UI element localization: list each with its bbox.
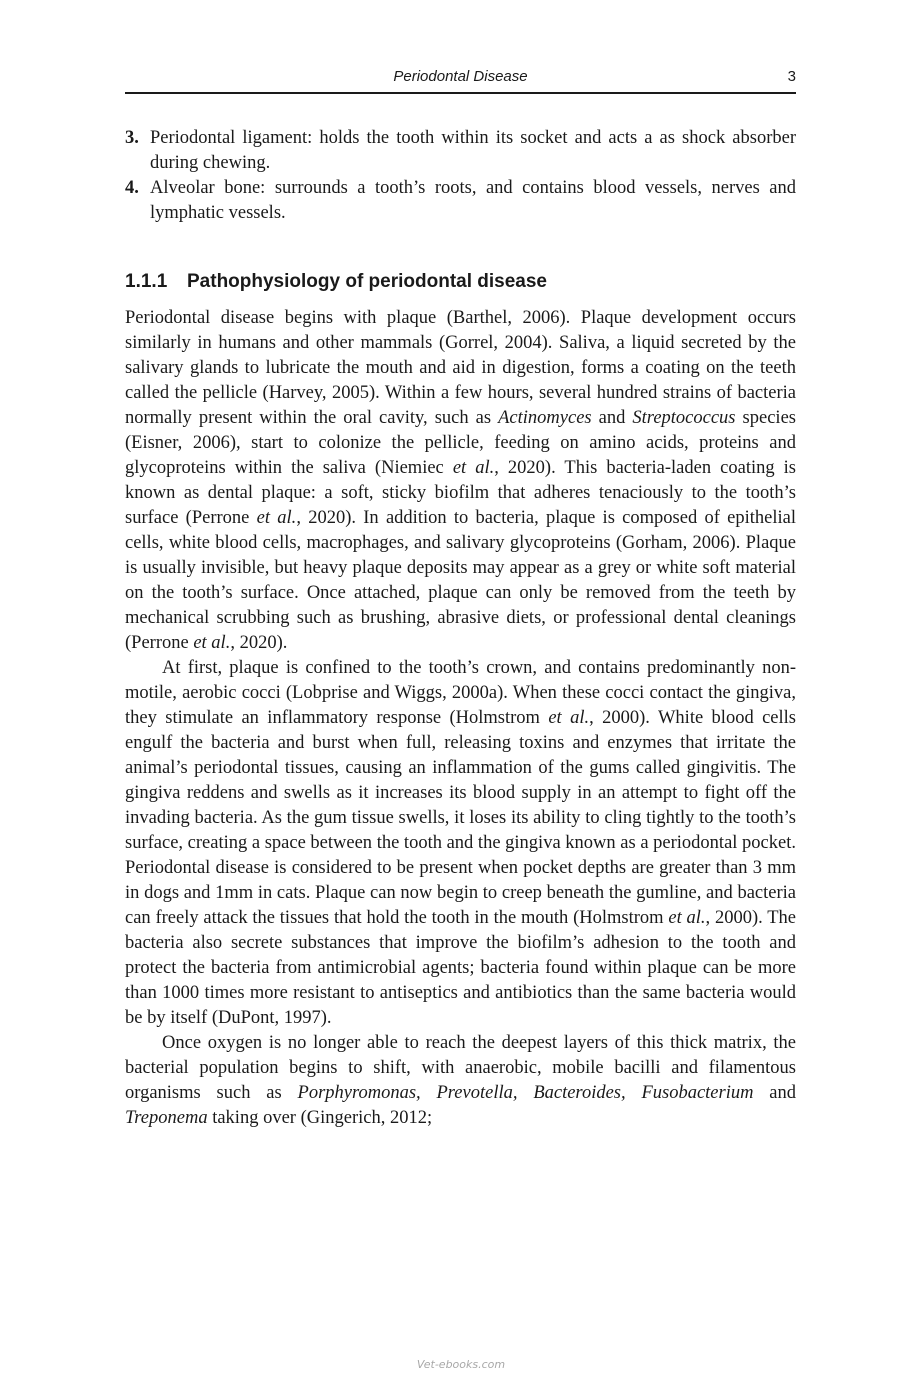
text-run: species (Eisner, 2006), start to colonize the pellicle, feeding on amino acids, proteins and glycoproteins within the saliva (Niemiec <box>125 408 796 478</box>
italic-text: et al. <box>256 508 297 528</box>
text-run: and <box>753 1083 796 1103</box>
running-title: Periodontal Disease <box>393 68 528 85</box>
text-run: taking over (Gingerich, 2012; <box>207 1108 433 1128</box>
italic-text: et al. <box>193 633 231 653</box>
italic-text: et al. <box>452 458 495 478</box>
page-number: 3 <box>787 68 796 85</box>
watermark-logo: Vet-ebooks.com <box>416 1358 506 1371</box>
text-run: Periodontal disease begins with plaque (Barthel, 2006). Plaque development occurs similarly in humans and other mammals (Gorrel, 2004). Saliva, a liquid secreted by the salivary glands to lubricate the mouth and aid in digestion, forms a coating on the teeth called the pellicle (Harvey, 2005). Within a few hours, several hundred strains of bacteria normally present within the oral cavity, such as <box>125 308 796 428</box>
italic-text: et al. <box>668 908 706 928</box>
text-run: , 2020). <box>230 633 288 653</box>
list-item-number: 4. <box>125 178 139 198</box>
text-run: Once oxygen is no longer able to reach the deepest layers of this thick matrix, the bacterial population begins to shift, with anaerobic, mobile bacilli and filamentous organisms such as <box>125 1033 796 1103</box>
component-list <box>125 126 796 226</box>
text-run: , 2000). White blood cells engulf the bacteria and burst when full, releasing toxins and enzymes that irritate the animal’s periodontal tissues, causing an inflammation of the gums called gingivitis. The gingiva reddens and swells as it increases its blood supply in an attempt to fight off the invading bacteria. As the gum tissue swells, it loses its ability to cling tightly to the tooth’s surface, creating a space between the tooth and the gingiva known as a periodontal pocket. Periodontal disease is considered to be present when pocket depths are greater than 3 mm in dogs and 1mm in cats. Plaque can now begin to creep beneath the gumline, and bacteria can freely attack the tissues that hold the tooth in the mouth (Holmstrom <box>125 708 796 928</box>
text-run: At first, plaque is confined to the tooth’s crown, and contains predominantly non-motile, aerobic cocci (Lobprise and Wiggs, 2000a). When these cocci contact the gingiva, they stimulate an inflammatory response (Holmstrom <box>125 658 796 728</box>
text-run: and <box>591 408 633 428</box>
text-run: , 2020). In addition to bacteria, plaque is composed of epithelial cells, white blood cells, macrophages, and salivary glycoproteins (Gorham, 2006). Plaque is usually invisible, but heavy plaque deposits may appear as a grey or white soft material on the tooth’s surface. Once attached, plaque can only be removed from the teeth by mechanical scrubbing such as brushing, abrasive diets, or professional dental cleanings (Perrone <box>125 508 796 653</box>
italic-text: Streptococcus <box>632 408 736 428</box>
italic-text: Porphyromonas, Prevotella, Bacteroides, Fusobacterium <box>297 1083 754 1103</box>
list-item <box>125 126 796 176</box>
section-number: 1.1.1 <box>125 271 168 292</box>
italic-text: et al. <box>548 708 590 728</box>
paragraph <box>125 306 796 656</box>
list-item-text: Alveolar bone: surrounds a tooth’s roots, and contains blood vessels, nerves and lymphatic vessels. <box>150 178 796 223</box>
section-title: Pathophysiology of periodontal disease <box>187 271 547 292</box>
list-item-number: 3. <box>125 128 139 148</box>
body-text <box>125 306 796 1131</box>
italic-text: Treponema <box>125 1108 208 1128</box>
paragraph <box>125 1031 796 1131</box>
page <box>125 62 796 1131</box>
list-item <box>125 176 796 226</box>
list-item-text: Periodontal ligament: holds the tooth within its socket and acts a as shock absorber during chewing. <box>150 128 796 173</box>
running-header <box>125 62 796 94</box>
text-run: , 2000). The bacteria also secrete substances that improve the biofilm’s adhesion to the tooth and protect the bacteria from antimicrobial agents; bacteria found within plaque can be more than 1000 times more resistant to antiseptics and antibiotics than the same bacteria would be by itself (DuPont, 1997). <box>125 908 796 1028</box>
italic-text: Actinomyces <box>498 408 592 428</box>
section-heading <box>125 271 796 293</box>
text-run: , 2020). This bacteria-laden coating is known as dental plaque: a soft, sticky biofilm that adheres tenaciously to the tooth’s surface (Perrone <box>125 458 796 528</box>
paragraph <box>125 656 796 1031</box>
